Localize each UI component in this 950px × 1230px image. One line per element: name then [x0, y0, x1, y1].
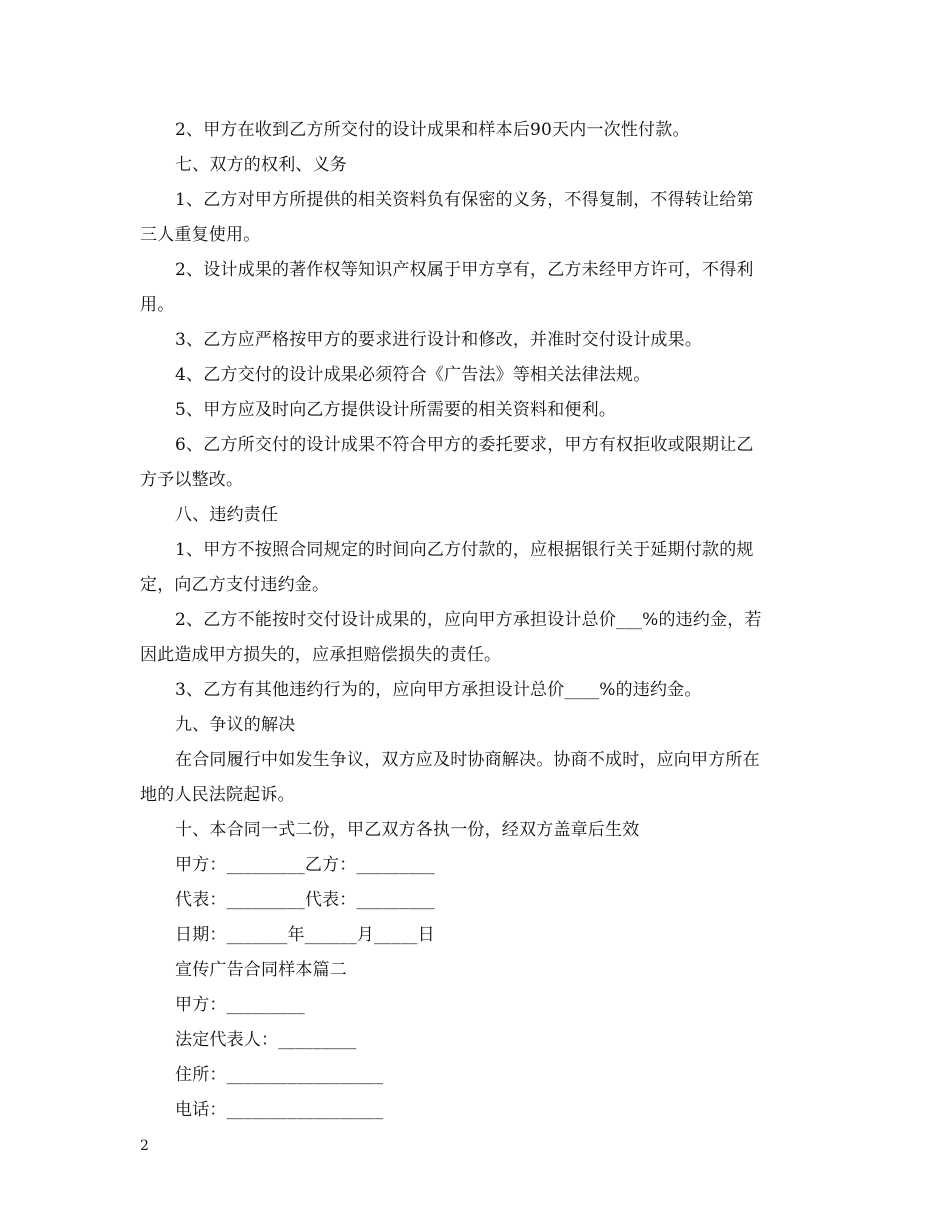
form-line-legal-representative: 法定代表人：_________	[175, 1030, 357, 1050]
form-line-party-a: 甲方：_________	[175, 995, 305, 1015]
signature-line-parties: 甲方：_________乙方：_________	[175, 855, 435, 875]
signature-line-representatives: 代表：_________代表：_________	[175, 890, 435, 910]
text-line: 5、甲方应及时向乙方提供设计所需要的相关资料和便利。	[175, 400, 617, 420]
signature-line-date: 日期：_______年______月_____日	[175, 925, 435, 945]
text-line: 定，向乙方支付违约金。	[140, 575, 330, 595]
text-line: 三人重复使用。	[140, 225, 261, 245]
text-line: 2、甲方在收到乙方所交付的设计成果和样本后90天内一次性付款。	[175, 120, 690, 140]
text-line: 1、甲方不按照合同规定的时间向乙方付款的，应根据银行关于延期付款的规	[175, 540, 754, 560]
text-line: 因此造成甲方损失的，应承担赔偿损失的责任。	[140, 645, 502, 665]
text-line: 3、乙方应严格按甲方的要求进行设计和修改，并准时交付设计成果。	[175, 330, 703, 350]
text-line: 在合同履行中如发生争议，双方应及时协商解决。协商不成时，应向甲方所在	[175, 750, 760, 770]
section-heading: 八、违约责任	[175, 505, 279, 525]
text-line: 3、乙方有其他违约行为的，应向甲方承担设计总价____%的违约金。	[175, 680, 702, 700]
text-line: 6、乙方所交付的设计成果不符合甲方的委托要求，甲方有权拒收或限期让乙	[175, 435, 754, 455]
page-number: 2	[140, 1138, 149, 1154]
text-line: 2、乙方不能按时交付设计成果的，应向甲方承担设计总价___%的违约金，若	[175, 610, 762, 630]
text-line: 方予以整改。	[140, 470, 244, 490]
form-line-address: 住所：__________________	[175, 1065, 384, 1085]
section-heading: 十、本合同一式二份，甲乙双方各执一份，经双方盖章后生效	[175, 820, 640, 840]
text-line: 4、乙方交付的设计成果必须符合《广告法》等相关法律法规。	[175, 365, 651, 385]
document-subtitle: 宣传广告合同样本篇二	[175, 960, 347, 980]
form-line-phone: 电话：__________________	[175, 1100, 384, 1120]
section-heading: 七、双方的权利、义务	[175, 155, 347, 175]
section-heading: 九、争议的解决	[175, 715, 296, 735]
text-line: 2、设计成果的著作权等知识产权属于甲方享有，乙方未经甲方许可，不得利	[175, 260, 754, 280]
text-line: 地的人民法院起诉。	[140, 785, 295, 805]
text-line: 1、乙方对甲方所提供的相关资料负有保密的义务，不得复制，不得转让给第	[175, 190, 754, 210]
text-line: 用。	[140, 295, 175, 315]
